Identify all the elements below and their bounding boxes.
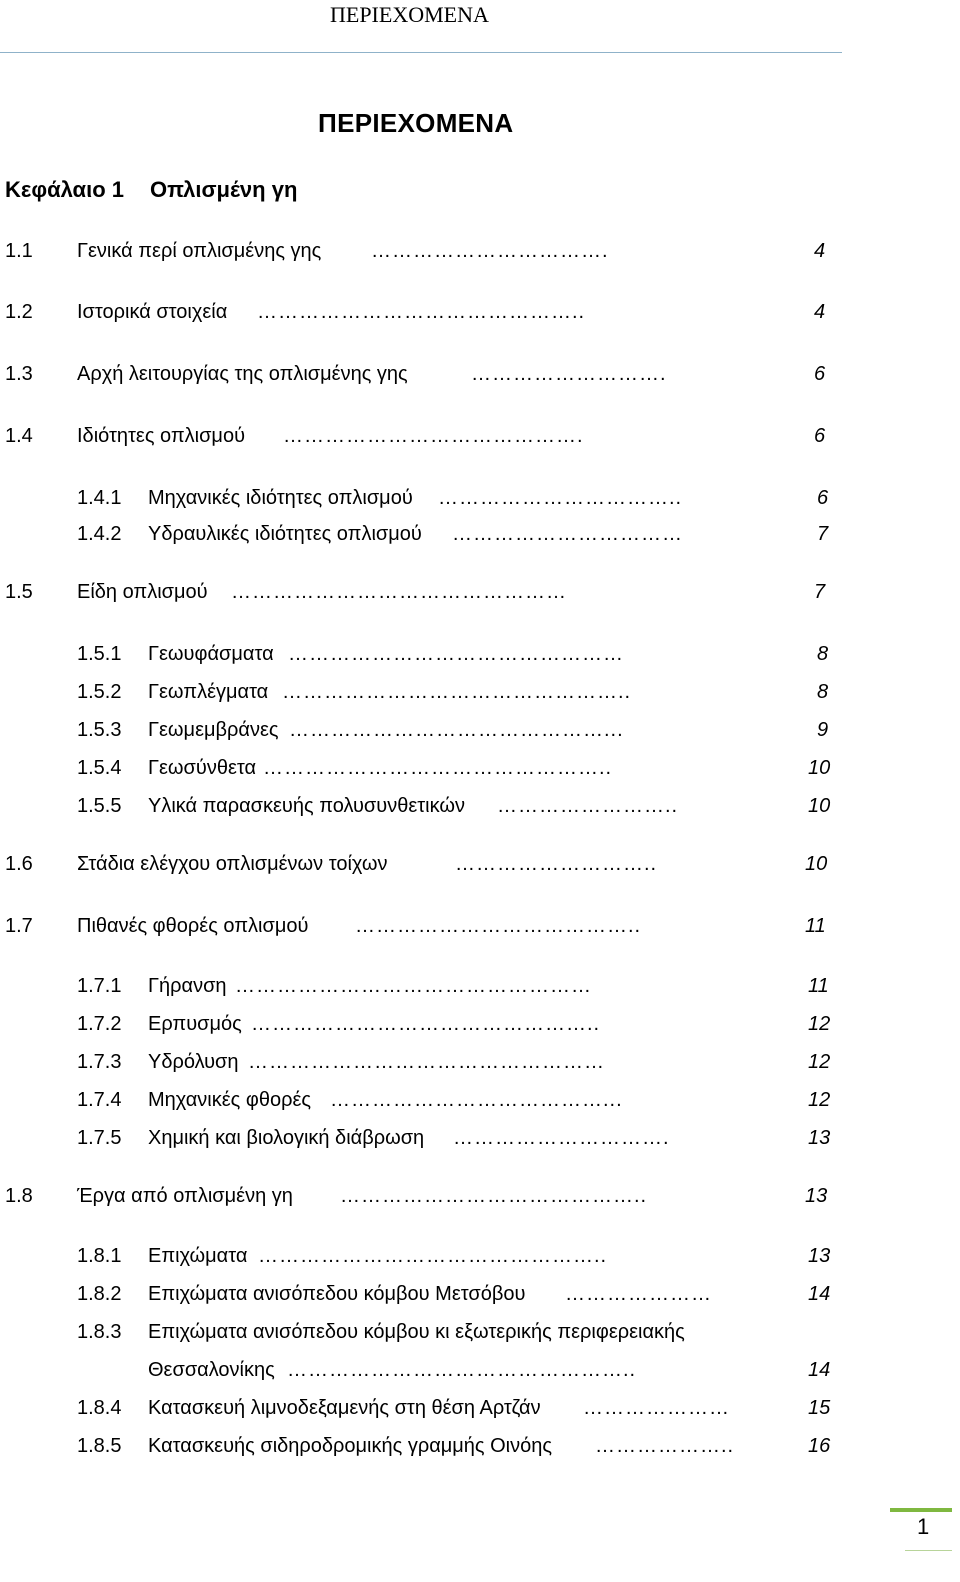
- toc-entry-number: 1.7.3: [77, 1051, 122, 1073]
- toc-entry-leader: ……………………………..: [438, 487, 683, 509]
- toc-entry-page: 11: [808, 975, 829, 997]
- toc-entry-label: Επιχώματα: [148, 1245, 248, 1267]
- toc-entry-leader: …………………………….: [371, 240, 609, 262]
- toc-entry-label: Ερπυσμός: [148, 1013, 242, 1035]
- toc-entry-page: 15: [808, 1397, 831, 1419]
- toc-entry-number: 1.8.5: [77, 1435, 122, 1457]
- toc-entry-number: 1.4: [5, 425, 33, 447]
- chapter-title: Οπλισμένη γη: [150, 177, 298, 202]
- toc-entry-label: Γεωυφάσματα: [148, 643, 274, 665]
- toc-entry-leader: ……………………..: [497, 795, 679, 817]
- toc-entry-leader: …………………………………..: [355, 915, 642, 937]
- toc-entry-number: 1.8.2: [77, 1283, 122, 1305]
- toc-entry-page: 12: [808, 1051, 831, 1073]
- toc-entry-label: Γήρανση: [148, 975, 227, 997]
- toc-entry-label: Έργα από οπλισμένη γη: [77, 1185, 293, 1207]
- toc-entry-label: Υλικά παρασκευής πολυσυνθετικών: [148, 795, 465, 817]
- toc-entry-leader: ……………………………………………: [248, 1051, 605, 1073]
- footer-accent-line: [890, 1508, 952, 1512]
- toc-entry-number: 1.5.5: [77, 795, 122, 817]
- toc-entry-number: 1.4.1: [77, 487, 122, 509]
- toc-entry-label: Κατασκευή λιμνοδεξαμενής στη θέση Αρτζάν: [148, 1397, 541, 1419]
- toc-entry-page: 11: [805, 915, 826, 937]
- header-rule: [0, 52, 842, 53]
- toc-entry-page: 4: [814, 240, 826, 262]
- toc-entry-leader: ………………………………………...: [289, 719, 624, 741]
- toc-entry-number: 1.7.2: [77, 1013, 122, 1035]
- toc-entry-page: 16: [808, 1435, 831, 1457]
- toc-entry-page: 9: [817, 719, 829, 741]
- toc-entry-number: 1.2: [5, 301, 33, 323]
- toc-entry-page: 14: [808, 1283, 831, 1305]
- toc-entry-label: Κατασκευής σιδηροδρομικής γραμμής Οινόης: [148, 1435, 553, 1457]
- toc-entry-leader: …………………………………………..: [282, 681, 632, 703]
- toc-entry-leader: ……………………………………..: [340, 1185, 648, 1207]
- toc-entry-number: 1.5.2: [77, 681, 122, 703]
- toc-entry-page: 10: [805, 853, 828, 875]
- toc-entry-label: Μηχανικές ιδιότητες οπλισμού: [148, 487, 413, 509]
- toc-entry-label: Ιστορικά στοιχεία: [77, 301, 228, 323]
- toc-entry-leader: ………………………..: [455, 853, 658, 875]
- toc-entry-leader: …………………………………….: [283, 425, 584, 447]
- toc-entry-page: 12: [808, 1089, 831, 1111]
- toc-entry-number: 1.5.3: [77, 719, 122, 741]
- toc-entry-leader: …………………………………………: [288, 643, 624, 665]
- toc-entry-leader: …………………………………………..: [287, 1359, 637, 1381]
- toc-entry-page: 10: [808, 757, 831, 779]
- toc-entry-number: 1.8: [5, 1185, 33, 1207]
- toc-entry-number: 1.7.1: [77, 975, 122, 997]
- toc-entry-leader: …………………………………………..: [251, 1013, 601, 1035]
- toc-entry-page: 7: [817, 523, 829, 545]
- chapter-heading: [5, 177, 297, 203]
- toc-entry-number: 1.8.3: [77, 1321, 122, 1343]
- toc-entry-leader: …………………………………...: [330, 1089, 623, 1111]
- toc-entry-label: Χημική και βιολογική διάβρωση: [148, 1127, 425, 1149]
- toc-entry-page: 6: [817, 487, 829, 509]
- toc-entry-label: Στάδια ελέγχου οπλισμένων τοίχων: [77, 853, 388, 875]
- footer-page-number: 1: [917, 1514, 930, 1539]
- toc-entry-label: Θεσσαλονίκης: [148, 1359, 275, 1381]
- toc-entry-leader: ………………..: [595, 1435, 735, 1457]
- toc-entry-page: 6: [814, 425, 826, 447]
- chapter-number: Κεφάλαιο 1: [5, 177, 124, 202]
- toc-entry-number: 1.1: [5, 240, 33, 262]
- toc-entry-label: Υδρόλυση: [148, 1051, 239, 1073]
- toc-entry-page: 6: [814, 363, 826, 385]
- toc-entry-page: 13: [805, 1185, 828, 1207]
- toc-entry-number: 1.7.4: [77, 1089, 122, 1111]
- toc-entry-leader: …………………: [583, 1397, 730, 1419]
- toc-entry-leader: ……………………………: [452, 523, 683, 545]
- toc-entry-leader: …………………………………………..: [263, 757, 613, 779]
- toc-entry-leader: ………………………….: [453, 1127, 670, 1149]
- toc-entry-page: 14: [808, 1359, 831, 1381]
- toc-entry-leader: …………………………………………: [231, 581, 567, 603]
- toc-entry-page: 8: [817, 681, 829, 703]
- running-header: ΠΕΡΙΕΧΟΜΕΝΑ: [330, 2, 489, 27]
- toc-entry-label: Επιχώματα ανισόπεδου κόμβου κι εξωτερικής περιφερειακής: [148, 1321, 685, 1343]
- toc-entry-leader: …………………: [565, 1283, 712, 1305]
- toc-entry-number: 1.5.4: [77, 757, 122, 779]
- toc-entry-page: 4: [814, 301, 826, 323]
- toc-entry-leader: ……………………………………………: [235, 975, 592, 997]
- page-title: ΠΕΡΙΕΧΟΜΕΝΑ: [318, 108, 514, 138]
- toc-entry-number: 1.5.1: [77, 643, 122, 665]
- toc-entry-label: Είδη οπλισμού: [77, 581, 208, 603]
- toc-entry-number: 1.8.4: [77, 1397, 122, 1419]
- toc-entry-label: Μηχανικές φθορές: [148, 1089, 312, 1111]
- toc-entry-page: 13: [808, 1127, 831, 1149]
- toc-entry-page: 12: [808, 1013, 831, 1035]
- toc-entry-label: Γενικά περί οπλισμένης γης: [77, 240, 322, 262]
- toc-entry-label: Αρχή λειτουργίας της οπλισμένης γης: [77, 363, 408, 385]
- toc-entry-number: 1.7: [5, 915, 33, 937]
- toc-entry-page: 10: [808, 795, 831, 817]
- toc-entry-label: Γεωπλέγματα: [148, 681, 269, 703]
- toc-entry-number: 1.8.1: [77, 1245, 122, 1267]
- toc-entry-number: 1.3: [5, 363, 33, 385]
- toc-entry-leader: …………………………………………..: [258, 1245, 608, 1267]
- toc-entry-number: 1.4.2: [77, 523, 122, 545]
- toc-entry-label: Υδραυλικές ιδιότητες οπλισμού: [148, 523, 422, 545]
- toc-entry-label: Πιθανές φθορές οπλισμού: [77, 915, 309, 937]
- toc-entry-leader: ………………………………………..: [257, 301, 586, 323]
- toc-entry-label: Γεωμεμβράνες: [148, 719, 279, 741]
- toc-entry-number: 1.7.5: [77, 1127, 122, 1149]
- toc-entry-number: 1.5: [5, 581, 33, 603]
- toc-entry-page: 13: [808, 1245, 831, 1267]
- footer-thin-line: [905, 1550, 952, 1551]
- toc-entry-number: 1.6: [5, 853, 33, 875]
- toc-entry-label: Ιδιότητες οπλισμού: [77, 425, 246, 447]
- toc-entry-page: 7: [814, 581, 826, 603]
- toc-entry-page: 8: [817, 643, 829, 665]
- toc-entry-label: Γεωσύνθετα: [148, 757, 257, 779]
- toc-entry-leader: ……………………….: [471, 363, 667, 385]
- toc-entry-label: Επιχώματα ανισόπεδου κόμβου Μετσόβου: [148, 1283, 526, 1305]
